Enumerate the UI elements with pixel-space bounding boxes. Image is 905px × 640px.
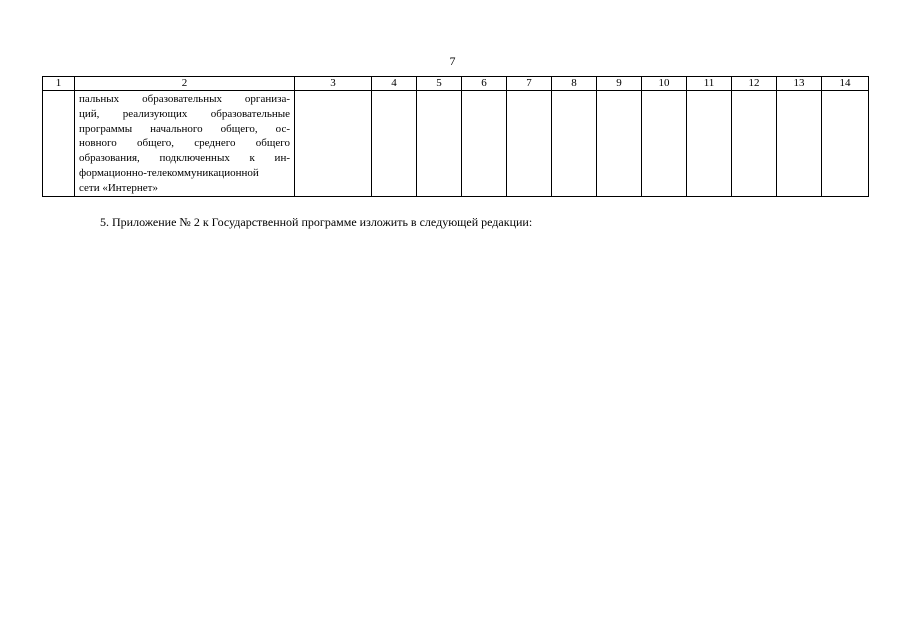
column-number-5: 5: [417, 77, 462, 91]
table-row: [43, 91, 869, 197]
table-cell: [462, 91, 507, 197]
description-line: образования, подключенных к ин-: [79, 152, 290, 165]
table-header-row: [43, 77, 869, 91]
column-number-14: 14: [822, 77, 869, 91]
table-cell: [417, 91, 462, 197]
table-cell: [642, 91, 687, 197]
column-number-3: 3: [295, 77, 372, 91]
column-number-4: 4: [372, 77, 417, 91]
table-cell: [597, 91, 642, 197]
description-line: сети «Интернет»: [79, 181, 158, 194]
column-number-12: 12: [732, 77, 777, 91]
column-number-6: 6: [462, 77, 507, 91]
description-line: формационно-телекоммуникационной: [79, 166, 259, 179]
description-line: пальных образовательных организа-: [79, 93, 290, 105]
table-cell: [777, 91, 822, 197]
data-table: [42, 76, 869, 197]
column-number-10: 10: [642, 77, 687, 91]
description-line: ций, реализующих образовательные: [79, 107, 290, 120]
table-cell: [43, 91, 75, 197]
column-number-11: 11: [687, 77, 732, 91]
body-paragraph: 5. Приложение № 2 к Государственной программе изложить в следующей редакции:: [100, 215, 533, 229]
table-cell: [687, 91, 732, 197]
table-cell: [822, 91, 869, 197]
table-cell: [732, 91, 777, 197]
column-number-13: 13: [777, 77, 822, 91]
table-cell: [552, 91, 597, 197]
description-line: новного общего, среднего общего: [79, 137, 290, 150]
table-cell-description: [75, 91, 295, 197]
column-number-8: 8: [552, 77, 597, 91]
column-number-1: 1: [43, 77, 75, 91]
column-number-2: 2: [75, 77, 295, 91]
page-number: 7: [449, 54, 456, 68]
table-cell: [372, 91, 417, 197]
description-line: программы начального общего, ос-: [79, 122, 290, 135]
column-number-9: 9: [597, 77, 642, 91]
table-cell: [295, 91, 372, 197]
table-cell: [507, 91, 552, 197]
column-number-7: 7: [507, 77, 552, 91]
